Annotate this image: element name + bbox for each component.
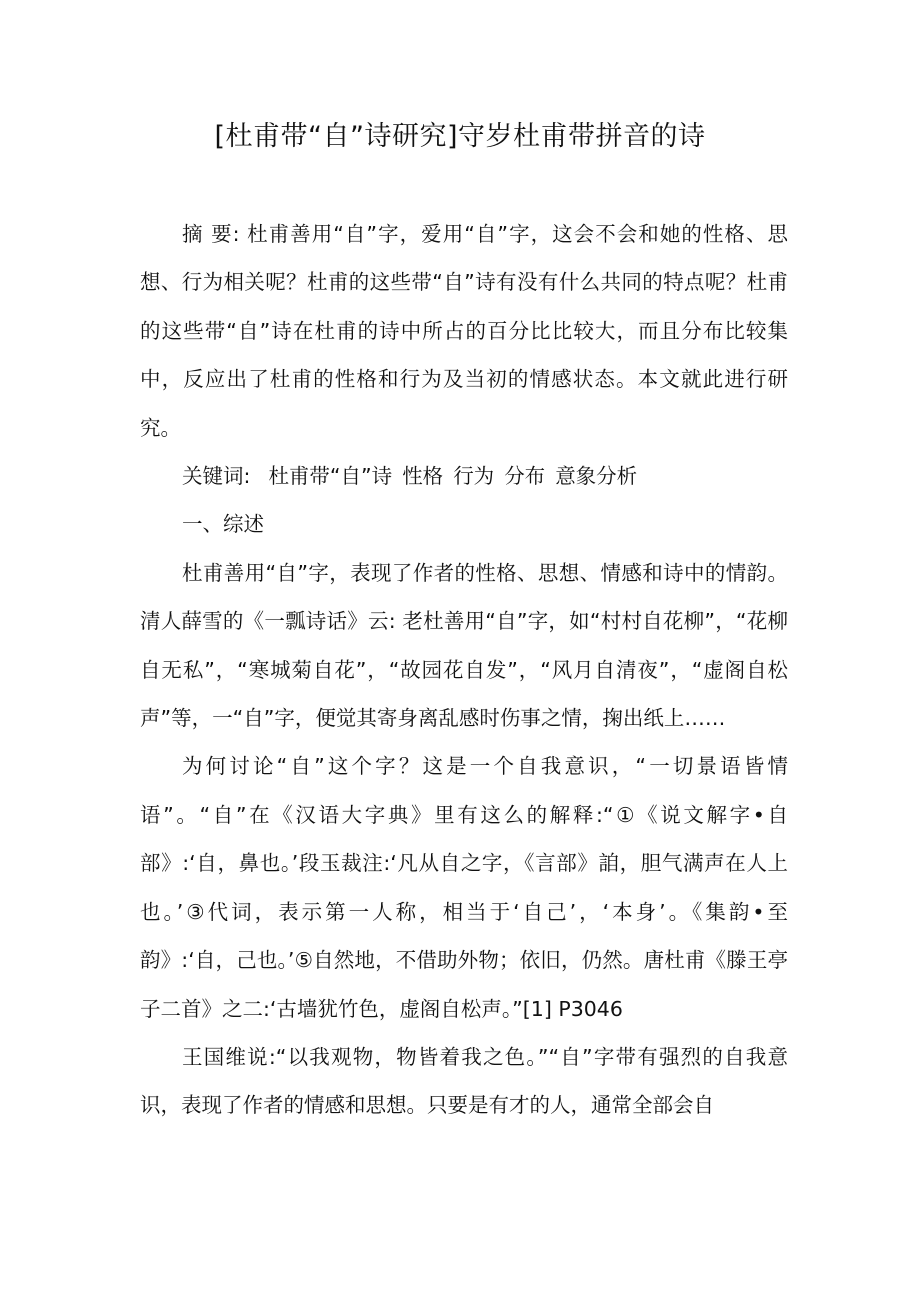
keyword: 意象分析 xyxy=(555,464,638,489)
abstract-paragraph: 摘 要: 杜甫善用“自”字，爱用“自”字，这会不会和她的性格、思想、行为相关呢？杜甫的这些带“自”诗有没有什么共同的特点呢？杜甫的这些带“自”诗在杜甫的诗中所占的百分比比较大，而且分布比较集中，反应出了杜甫的性格和行为及当初的情感状态。本文就此进行研究。 xyxy=(140,222,788,440)
keyword: 杜甫带“自”诗 xyxy=(268,464,393,489)
keyword: 行为 xyxy=(453,464,495,489)
keyword: 性格 xyxy=(402,464,444,489)
body-paragraph-2: 为何讨论“自”这个字？这是一个自我意识，“一切景语皆情语”。“自”在《汉语大字典》里有这么的解释:“①《说文解字•自部》:‘自，鼻也。’段玉裁注:‘凡从自之字，《言部》詯，胆气满声在人上也。’③代词，表示第一人称，相当于‘自己’，‘本身’。《集韵•至韵》:‘自，己也。’⑤自然地，不借助外物；依旧，仍然。唐杜甫《滕王亭子二首》之二:‘古墙犹竹色，虚阁自松声。”[1] P3046 xyxy=(140,754,788,1021)
keyword: 分布 xyxy=(504,464,546,489)
section-heading: 一、综述 xyxy=(182,512,265,537)
document-title: [杜甫带“自”诗研究]守岁杜甫带拼音的诗 xyxy=(214,121,706,152)
keywords-line xyxy=(140,452,788,500)
keywords-label: 关键词: xyxy=(182,464,251,489)
body-paragraph-3: 王国维说:“以我观物，物皆着我之色。”“自”字带有强烈的自我意识，表现了作者的情感和思想。只要是有才的人，通常全部会自 xyxy=(140,1044,788,1118)
body-paragraph-1: 杜甫善用“自”字，表现了作者的性格、思想、情感和诗中的情韵。清人薛雪的《一瓢诗话》云: 老杜善用“自”字，如“村村自花柳”，“花柳自无私”，“寒城菊自花”，“故园花自发”，“风月自清夜”，“虚阁自松声”等，一“自”字，便觉其寄身离乱感时伤事之情，掬出纸上…… xyxy=(140,560,788,731)
document-body xyxy=(140,210,788,1130)
